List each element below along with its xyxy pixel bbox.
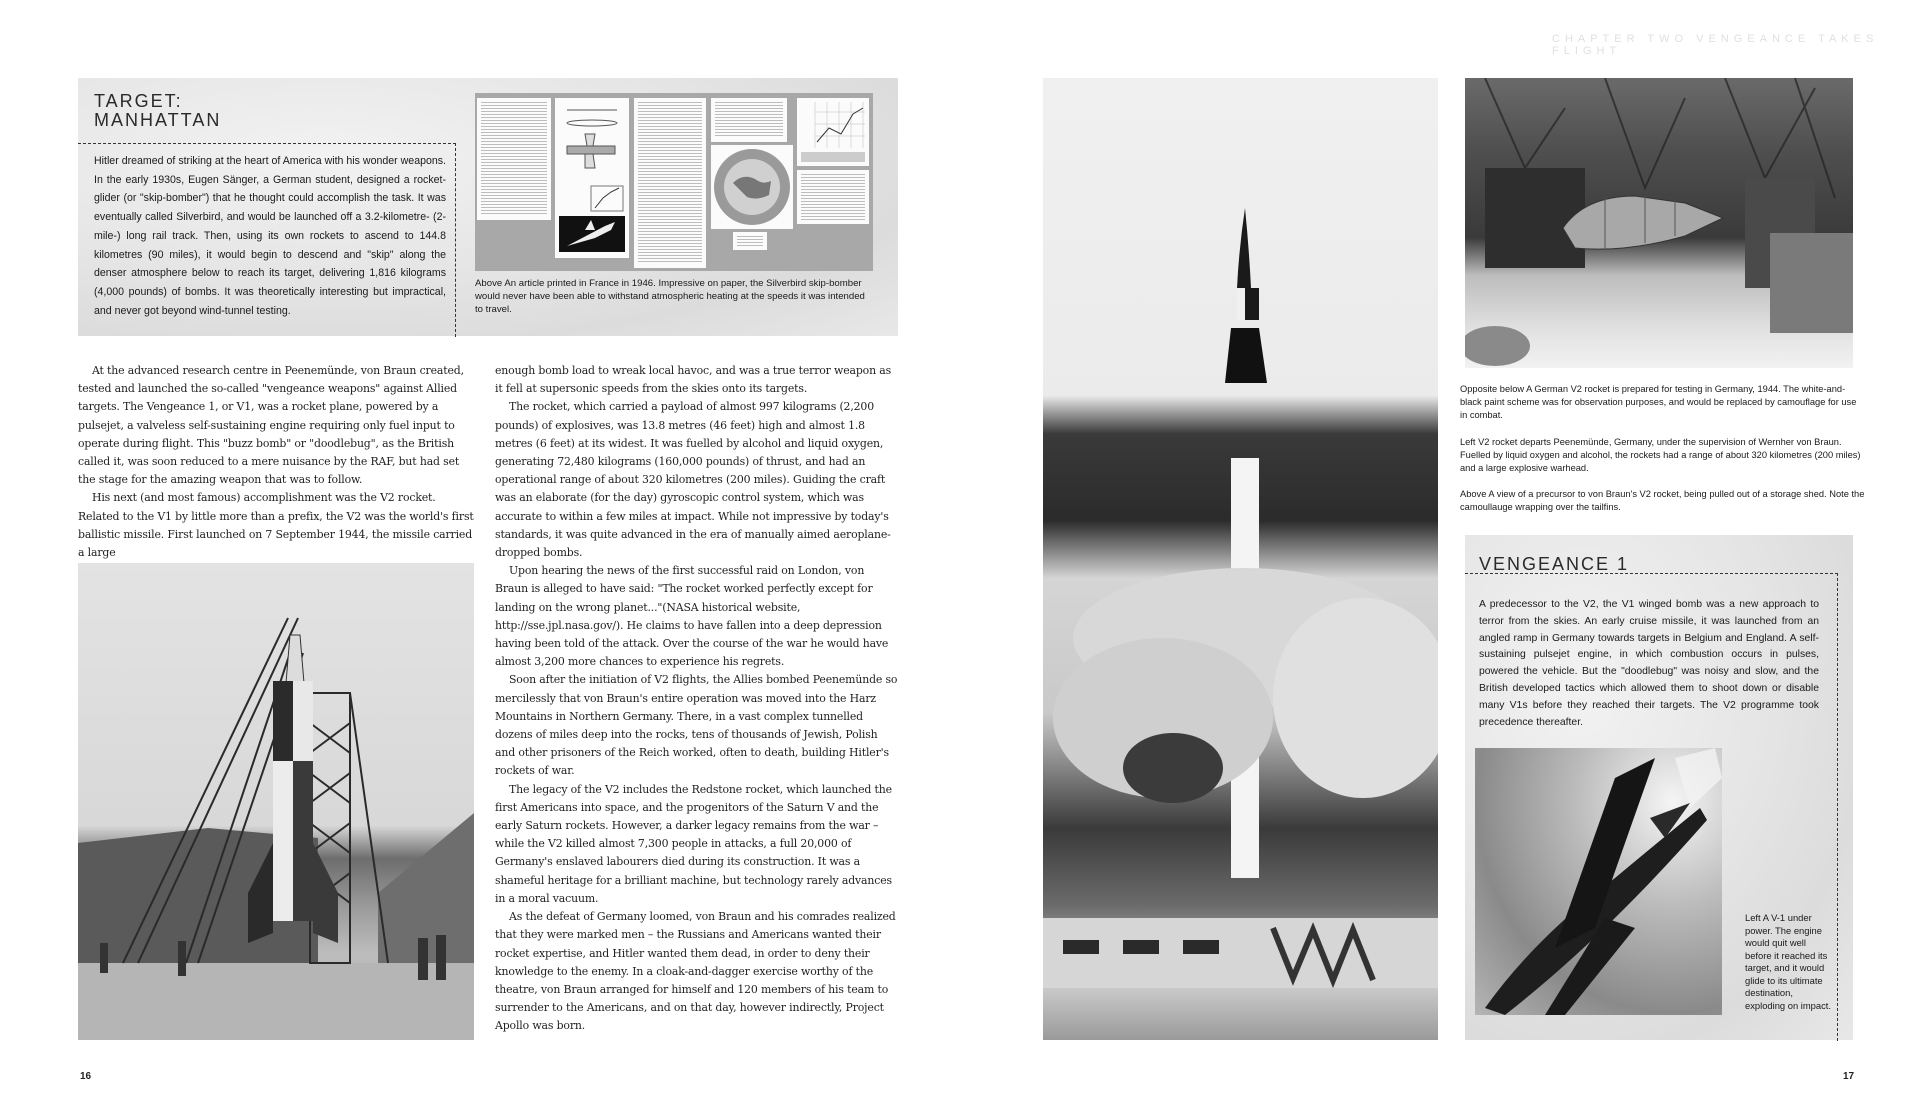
sidebar-body-text: A predecessor to the V2, the V1 winged bomb was a new approach to terror from the skies. An early cruise missile, it was launched from an angled ramp in Germany towards targets in Belgium and England. A self-sustaining pulsejet engine, in which combustion occurs in pulses, powered the vehicle. But the "doodlebug" was noisy and slow, and the British developed tactics which allowed them to shoot down or disable many V1s before they reached their targets. The V2 programme took precedence thereafter. — [1479, 599, 1819, 728]
sidebar-title — [94, 92, 374, 130]
article-page — [477, 98, 551, 220]
article-page — [797, 170, 869, 224]
body-paragraph: The rocket, which carried a payload of almost 997 kilograms (2,200 pounds) of explosives, was 13.8 metres (46 feet) high and almost 1.8 metres (6 feet) at its widest. It was fuelled by alcohol and liquid oxygen, generating 72,480 kilograms (160,000 pounds) of thrust, and had an operational range of about 320 kilometres (200 miles). Guiding the craft was an elaborate (for the day) gyroscopic control system, which was accurate to within a few miles at impact. While not impressive by today's standards, it was quite advanced in the era of manually aimed aeroplane-dropped bombs. — [495, 400, 891, 560]
caption-left: Left V2 rocket departs Peenemünde, Germany, under the supervision of Wernher von Braun. Fuelled by liquid oxygen and alcohol, the rockets had a range of about 320 kilometres (200 miles) and a large explosive warhead. — [1460, 436, 1861, 474]
article-page — [711, 98, 787, 142]
article-diagram-page — [555, 98, 629, 258]
sidebar-title-line1: TARGET: — [94, 91, 183, 111]
photo-v2-launch — [1043, 78, 1438, 1040]
image-caption: Above An article printed in France in 1946. Impressive on paper, the Silverbird skip-bomber would never have been able to withstand atmospheric heating at the speeds it was intended to travel. — [475, 278, 865, 315]
body-paragraph: His next (and most famous) accomplishment was the V2 rocket. Related to the V1 by little more than a prefix, the V2 was the world's first ballistic missile. First launched on 7 September 1944, the missile carried a large — [78, 491, 474, 560]
body-paragraph: As the defeat of Germany loomed, von Braun and his comrades realized that they were marked men – the Russians and Americans wanted their rocket expertise, and Hitler wanted them dead, in order to deny their knowledge to the enemy. In a cloak-and-dagger exercise worthy of the theatre, von Braun arranged for himself and 120 members of his team to surrender to the Americans, and on that day, however indirectly, Project Apollo was born. — [495, 910, 896, 1033]
photo-v2-on-gantry — [78, 563, 474, 1040]
sidebar-body-text: Hitler dreamed of striking at the heart of America with his wonder weapons. In the early 1930s, Eugen Sänger, a German student, designed a rocket-glider (or "skip-bomber") that he thought could accomplish the task. It was eventually called Silverbird, and would be launched off a 3.2-kilometre- (2-mile-) long rail track. Then, using its own rockets to ascend to 144.8 kilometres (90 miles), it would begin to descend and "skip" along the denser atmosphere below to reach its target, delivering 1,816 kilograms (4,000 pounds) of bombs. It was theoretically interesting but impractical, and never got beyond wind-tunnel testing. — [94, 155, 446, 317]
body-column-1 — [78, 362, 478, 562]
article-reproduction-image — [475, 93, 873, 271]
running-head: CHAPTER TWO VENGEANCE TAKES FLIGHT — [1552, 33, 1879, 57]
right-page-captions — [1460, 383, 1865, 528]
caption-opposite-below: Opposite below A German V2 rocket is prepared for testing in Germany, 1944. The white-and-black paint scheme was for observation purposes, and would be replaced by camouflage for use in combat. — [1460, 384, 1857, 421]
image-caption: Left A V-1 under power. The engine would quit well before it reached its target, and it would glide to its ultimate destination, exploding on impact. — [1745, 912, 1831, 1011]
photo-v2-precursor-storage-shed — [1465, 78, 1853, 368]
storage-shed-illustration — [1465, 78, 1853, 368]
page-number-right: 17 — [1843, 1071, 1855, 1082]
v1-flying-bomb-illustration — [1475, 748, 1722, 1015]
v2-launch-illustration — [1043, 78, 1438, 1040]
globe-illustration — [711, 145, 793, 229]
article-page — [634, 98, 706, 268]
body-paragraph: Soon after the initiation of V2 flights, the Allies bombed Peenemünde so mercilessly that von Braun's entire operation was moved into the Harz Mountains in Northern Germany. There, in a vast complex tunnelled dozens of miles deep into the rocks, tens of thousands of Jewish, Polish and other prisoners of the Reich worked, often to death, building Hitler's rockets of war. — [495, 673, 898, 778]
article-globe-figure — [711, 145, 793, 229]
sidebar-title-line2: MANHATTAN — [94, 109, 222, 130]
page-number-left: 16 — [80, 1071, 92, 1082]
body-paragraph: The legacy of the V2 includes the Redstone rocket, which launched the first Americans into space, and the progenitors of the Saturn V and the early Saturn rockets. However, a darker legacy remains from the war – while the V2 killed almost 7,300 people in attacks, a full 20,000 of Germany's enslaved labourers died during its construction. It was a shameful heritage for a brilliant machine, but technology rarely advances in a moral vacuum. — [495, 782, 892, 905]
caption-above: Above A view of a precursor to von Braun's V2 rocket, being pulled out of a storage shed. Note the camoullauge wrapping over the tailfins. — [1460, 489, 1865, 513]
v2-gantry-illustration — [78, 563, 474, 1040]
article-chart — [797, 98, 869, 166]
body-paragraph: enough bomb load to wreak local havoc, and was a true terror weapon as it fell at supersonic speeds from the skies onto its targets. — [495, 364, 892, 396]
article-figure-caption — [733, 232, 767, 250]
body-column-2 — [495, 362, 900, 1036]
rocket-glider-diagram — [555, 98, 629, 258]
body-paragraph: At the advanced research centre in Peenemünde, von Braun created, tested and launched the so-called "vengeance weapons" against Allied targets. The Vengeance 1, or V1, was a rocket plane, powered by a pulsejet, a valveless self-sustaining engine requiring only fuel input to operate during flight. This "buzz bomb" or "doodlebug", as the British called it, was soon reduced to a mere nuisance by the RAF, but had set the stage for the amazing weapon that was to follow. — [78, 364, 464, 487]
article-chart-page — [797, 98, 869, 166]
sidebar-vengeance-1 — [1465, 535, 1853, 1040]
body-paragraph: Upon hearing the news of the first successful raid on London, von Braun is alleged to have said: "The rocket worked perfectly except for landing on the wrong planet..."(NASA historical website, http://sse.jpl.nasa.gov/). He claims to have fallen into a deep depression having been told of the attack. Over the course of the war he would have almost 3,200 more chances to experience his regrets. — [495, 564, 889, 669]
sidebar-target-manhattan — [78, 78, 898, 336]
photo-v1-under-power — [1475, 748, 1722, 1015]
sidebar-title: VENGEANCE 1 — [1479, 554, 1630, 574]
